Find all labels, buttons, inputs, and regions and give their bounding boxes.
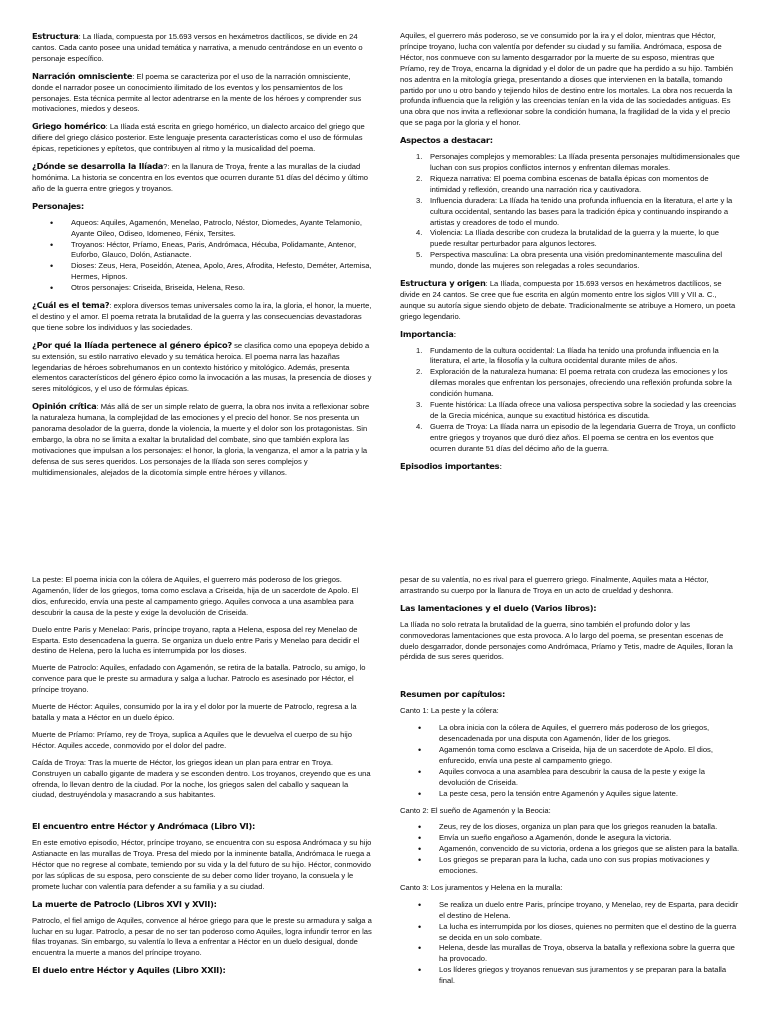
- heading-personajes: Personajes:: [32, 200, 84, 211]
- term-griego: Griego homérico: [32, 121, 106, 132]
- list-item: 3. Influencia duradera: La Ilíada ha tenido una profunda influencia en la literatura, el arte y la cultura occidental, sentando las bases para la tradición épica y continuando inspirando a artistas y creadores de todo el mundo.: [416, 195, 733, 227]
- paragraph-patroclo: Patroclo, el fiel amigo de Aquiles, convence al héroe griego para que le preste su armadura y salga a luchar en su lugar. Patroclo, a pesar de no ser tan poderoso como Aquiles, logra infundir terror en las filas troyanas. Sin embargo, su valentía lo lleva a enfrentar a Héctor en un duelo desigual, donde encuentra la muerte a manos del príncipe troyano.: [32, 915, 372, 958]
- list-item: • Otros personajes: Criseida, Briseida, Helena, Reso.: [32, 283, 372, 294]
- list-item: • Zeus, rey de los dioses, organiza un plan para que los griegos reanuden la batalla.: [400, 822, 740, 833]
- term-estructura: Estructura: [32, 31, 79, 41]
- column-p2-left: [32, 575, 372, 982]
- paragraph-intro: Aquiles, el guerrero más poderoso, se ve consumido por la ira y el dolor, mientras que Héctor, príncipe troyano, lucha con valentía por defender su ciudad y su familia. Andrómaca, esposa de Héctor, nos conmueve con su lamento desgarrador por la muerte de su esposo, mientras que Príamo, rey de Troya, encarna la dignidad y el dolor de un padre que ha perdido a su hijo. También nos adentra en la mitología griega, presentando a dioses que intervienen en la batalla, tomando partido por uno u otro bando y tejiendo hilos de destino entre los mortales. La obra nos recuerda la profunda influencia que la religión y las creencias tenían en la vida de las sociedades antiguas. Es una obra que nos invita a reflexionar sobre la condición humana, la fragilidad de la vida y el precio que se paga por la gloria y el honor.: [400, 31, 733, 128]
- paragraph-griego: Griego homérico: La Ilíada está escrita en griego homérico, un dialecto arcaico del griego que difiere del griego clásico posterior. Este lenguaje presenta características como el uso de fórmulas épicas, repeticiones y epítetos, que contribuyen al ritmo y la musicalidad del poema.: [32, 121, 365, 154]
- list-item: • Envía un sueño engañoso a Agamenón, donde le asegura la victoria.: [400, 833, 740, 844]
- list-item: 1. Personajes complejos y memorables: La Ilíada presenta personajes multidimensionales que luchan con sus propios conflictos internos y enfrentan dilemas morales.: [416, 152, 740, 172]
- list-item: 4. Guerra de Troya: La Ilíada narra un episodio de la legendaria Guerra de Troya, un conflicto entre griegos y troyanos que duró diez años. El poema se centra en los eventos que ocurren durante 51 días del décimo año de la guerra.: [416, 421, 736, 453]
- list-item: • Los griegos se preparan para la lucha, cada uno con sus propias motivaciones y emociones.: [400, 855, 740, 877]
- column-p1-right: [400, 31, 740, 478]
- list-item: • La peste cesa, pero la tensión entre Agamenón y Aquiles sigue latente.: [400, 789, 740, 800]
- list-item: • Aquiles convoca a una asamblea para descubrir la causa de la peste y exige la devolución de Criseida.: [400, 767, 740, 789]
- canto-1-title: Canto 1: La peste y la cólera:: [400, 706, 499, 716]
- list-item: • Troyanos: Héctor, Príamo, Eneas, Paris, Andrómaca, Hécuba, Polidamante, Antenor, Euforbo, Glauco, Dolón, Astianacte.: [32, 240, 372, 262]
- paragraph-continuacion: pesar de su valentía, no es rival para el guerrero griego. Finalmente, Aquiles mata a Héctor, arrastrando su cuerpo por la llanura de Troya en un acto de crueldad y deshonra.: [400, 575, 709, 595]
- list-canto-1: [400, 723, 740, 799]
- heading-lamentaciones: Las lamentaciones y el duelo (Varios libros):: [400, 602, 597, 613]
- paragraph-opinion: Opinión crítica: Más allá de ser un simple relato de guerra, la obra nos invita a reflexionar sobre la naturaleza humana, la complejidad de las emociones y el precio del honor. Se nos presenta un panorama desolador de la guerra, donde la violencia, la muerte y el dolor son los protagonistas. Sin embargo, la obra no se limita a exaltar la brutalidad del combate, sino que también explora las motivaciones que impulsan a los personajes: el honor, la gloria, la venganza, el amor a la patria y la defensa de sus seres queridos. Los personajes de la Ilíada son seres complejos y multidimensionales, alejados de la dicotomía simple entre héroes y villanos.: [32, 401, 370, 477]
- paragraph-caida: Caída de Troya: Tras la muerte de Héctor, los griegos idean un plan para entrar en Troya. Construyen un caballo gigante de madera y se esconden dentro. Los troyanos, creyendo que es una ofrenda, lo llevan dentro de la ciudad. Por la noche, los griegos salen del caballo y saquean la ciudad, destruyéndola y masacrando a sus habitantes.: [32, 757, 371, 800]
- paragraph-lamentaciones: La Ilíada no solo retrata la brutalidad de la guerra, sino también el profundo dolor y las conmovedoras lamentaciones que esta provoca. A lo largo del poema, se presentan escenas de duelo desgarrador, donde personajes como Andrómaca, Príamo y Tetis, madre de Aquiles, lloran la pérdida de sus seres queridos.: [400, 619, 733, 662]
- canto-2-title: Canto 2: El sueño de Agamenón y la Beocia:: [400, 805, 551, 815]
- list-item: 2. Exploración de la naturaleza humana: El poema retrata con crudeza las emociones y los dilemas morales que enfrentan los personajes, ofreciendo una reflexión profunda sobre la condición humana.: [416, 367, 732, 399]
- list-canto-2: [400, 822, 740, 877]
- list-item: 4. Violencia: La Ilíada describe con crudeza la brutalidad de la guerra y la muerte, lo que puede resultar perturbador para algunos lectores.: [416, 228, 720, 249]
- paragraph-muerte-patroclo: Muerte de Patroclo: Aquiles, enfadado con Agamenón, se retira de la batalla. Patroclo, su amigo, lo convence para que le preste su armadura y salga a luchar. Patroclo es asesinado por Héctor, el príncipe troyano.: [32, 663, 366, 695]
- list-item: • Se realiza un duelo entre Paris, príncipe troyano, y Menelao, rey de Esparta, para decidir el destino de Helena.: [400, 900, 740, 922]
- list-item: • Los líderes griegos y troyanos renuevan sus juramentos y se preparan para la batalla final.: [400, 965, 740, 987]
- heading-importancia: Importancia:: [400, 328, 457, 339]
- term-genero: ¿Por qué la Ilíada pertenece al género épico?: [32, 339, 232, 350]
- paragraph-muerte-priamo: Muerte de Príamo: Príamo, rey de Troya, suplica a Aquiles que le devuelva el cuerpo de su hijo Héctor. Aquiles accede, conmovido por el dolor del padre.: [32, 729, 352, 750]
- paragraph-duelo-paris: Duelo entre Paris y Menelao: Paris, príncipe troyano, rapta a Helena, esposa del rey Menelao de Esparta. Esto desencadena la guerra. Se organiza un duelo entre Paris y Menelao para decidir el destino de Helena, pero la lucha es interrumpida por los dioses.: [32, 624, 360, 656]
- term-narracion: Narración omnisciente: [32, 70, 133, 81]
- canto-3-title: Canto 3: Los juramentos y Helena en la muralla:: [400, 882, 563, 892]
- heading-duelo: El duelo entre Héctor y Aquiles (Libro XXII):: [32, 965, 226, 976]
- list-item: • Agamenón toma como esclava a Criseida, hija de un sacerdote de Apolo. El dios, enfurecido, envía una peste al campamento griego.: [400, 745, 740, 767]
- heading-episodios: Episodios importantes:: [400, 460, 502, 471]
- paragraph-muerte-hector: Muerte de Héctor: Aquiles, consumido por la ira y el dolor por la muerte de Patroclo, regresa a la batalla y mata a Héctor en un duelo épico.: [32, 702, 357, 722]
- list-item: 5. Perspectiva masculina: La obra presenta una visión predominantemente masculina del mundo, donde las mujeres son relegadas a roles secundarios.: [416, 250, 723, 271]
- list-item: 2. Riqueza narrativa: El poema combina escenas de batalla épicas con momentos de intimidad y reflexión, creando una narración rica y cautivadora.: [416, 173, 709, 194]
- list-item: • Aqueos: Aquiles, Agamenón, Menelao, Patroclo, Néstor, Diomedes, Ayante Telamonio, Ayante Oileo, Odiseo, Idomeneo, Fénix, Tersites.: [32, 218, 372, 240]
- column-p1-left: [32, 31, 372, 485]
- column-p2-right: [400, 575, 740, 993]
- paragraph-encuentro: En este emotivo episodio, Héctor, príncipe troyano, se encuentra con su esposa Andrómaca y su hijo Astianacte en las murallas de Troya. Presa del miedo por la inminente batalla, Andrómaca le ruega a Héctor que no regrese al combate, temiendo por su vida y la del futuro de su hijo. Héctor, conmovido por las súplicas de su esposa, pero consciente de su deber como líder troyano, la consuela y le promete luchar con valentía para defender a su familia y a su ciudad.: [32, 838, 372, 891]
- paragraph-genero: ¿Por qué la Ilíada pertenece al género épico? se clasifica como una epopeya debido a su extensión, su estilo narrativo elevado y su temática heroica. El poema narra las hazañas legendarias de héroes sobrehumanos en un contexto histórico y mitológico. Además, presenta elementos característicos del género épico como la invocación a las musas, la presencia de dioses y seres mitológicos, y el uso de fórmulas épicas.: [32, 339, 372, 394]
- list-importancia: [400, 346, 740, 455]
- list-item: • La lucha es interrumpida por los dioses, quienes no permiten que el destino de la guerra se decida en un solo combate.: [400, 922, 740, 944]
- list-item: • Helena, desde las murallas de Troya, observa la batalla y reflexiona sobre la guerra que ha provocado.: [400, 943, 740, 965]
- term-origen: Estructura y origen: [400, 278, 486, 289]
- list-personajes: [32, 218, 372, 294]
- list-item: • La obra inicia con la cólera de Aquiles, el guerrero más poderoso de los griegos, desencadenada por una disputa con Agamenón, líder de los griegos.: [400, 723, 740, 745]
- heading-aspectos: Aspectos a destacar:: [400, 135, 493, 146]
- paragraph-origen: Estructura y origen: La Ilíada, compuesta por 15.693 versos en hexámetros dactílicos, se divide en 24 cantos. Se cree que fue escrita en algún momento entre los siglos VIII y VII a. C., aunque su autoría sigue siendo objeto de debate. Tradicionalmente se atribuye a Homero, un poeta griego legendario.: [400, 278, 736, 321]
- paragraph-estructura: Estructura: La Ilíada, compuesta por 15.693 versos en hexámetros dactílicos, se divide en 24 cantos. Cada canto posee una unidad temática y narrativa, a menudo centrándose en un evento o personaje específico.: [32, 31, 363, 63]
- term-donde: ¿Dónde se desarrolla la Ilíada: [32, 161, 164, 172]
- paragraph-donde: ¿Dónde se desarrolla la Ilíada?: en la llanura de Troya, frente a las murallas de la ciudad homónima. La historia se concentra en los eventos que ocurren durante 51 días del décimo y último año de la guerra entre griegos y troyanos.: [32, 161, 369, 193]
- list-item: • Dioses: Zeus, Hera, Poseidón, Atenea, Apolo, Ares, Afrodita, Hefesto, Deméter, Artemisa, Hermes, Hipnos.: [32, 261, 372, 283]
- list-item: 3. Fuente histórica: La Ilíada ofrece una valiosa perspectiva sobre la sociedad y las creencias de la Grecia micénica, aunque su exactitud histórica es discutida.: [416, 400, 737, 420]
- heading-patroclo: La muerte de Patroclo (Libros XVI y XVII):: [32, 898, 217, 909]
- list-aspectos: [400, 152, 740, 272]
- list-canto-3: [400, 900, 740, 987]
- heading-encuentro: El encuentro entre Héctor y Andrómaca (Libro VI):: [32, 821, 256, 832]
- paragraph-tema: ¿Cuál es el tema?: explora diversos temas universales como la ira, la gloria, el honor, la muerte, el destino y el amor. El poema retrata la brutalidad de la guerra y las consecuencias devastadoras que tiene sobre los individuos y las sociedades.: [32, 300, 372, 332]
- heading-resumen: Resumen por capítulos:: [400, 689, 506, 700]
- list-item: • Agamenón, convencido de su victoria, ordena a los griegos que se alisten para la batalla.: [400, 844, 740, 855]
- term-tema: ¿Cuál es el tema?: [32, 300, 110, 311]
- paragraph-peste: La peste: El poema inicia con la cólera de Aquiles, el guerrero más poderoso de los griegos. Agamenón, líder de los griegos, toma como esclava a Criseida, hija de un sacerdote de Apolo. El dios, enfurecido, envía una peste al campamento griego. Aquiles convoca a una asamblea para descubrir la causa de la peste y exige la devolución de Criseida.: [32, 575, 359, 617]
- term-opinion: Opinión crítica: [32, 401, 97, 412]
- list-item: 1. Fundamento de la cultura occidental: La Ilíada ha tenido una profunda influencia en la literatura, el arte, la filosofía y la cultura occidental durante miles de años.: [416, 345, 719, 366]
- paragraph-narracion: Narración omnisciente: El poema se caracteriza por el uso de la narración omnisciente, donde el narrador posee un conocimiento ilimitado de los eventos y los pensamientos de los personajes. Esta técnica permite al lector adentrarse en la mente de los héroes y comprender sus motivaciones, miedos y deseos.: [32, 70, 362, 114]
